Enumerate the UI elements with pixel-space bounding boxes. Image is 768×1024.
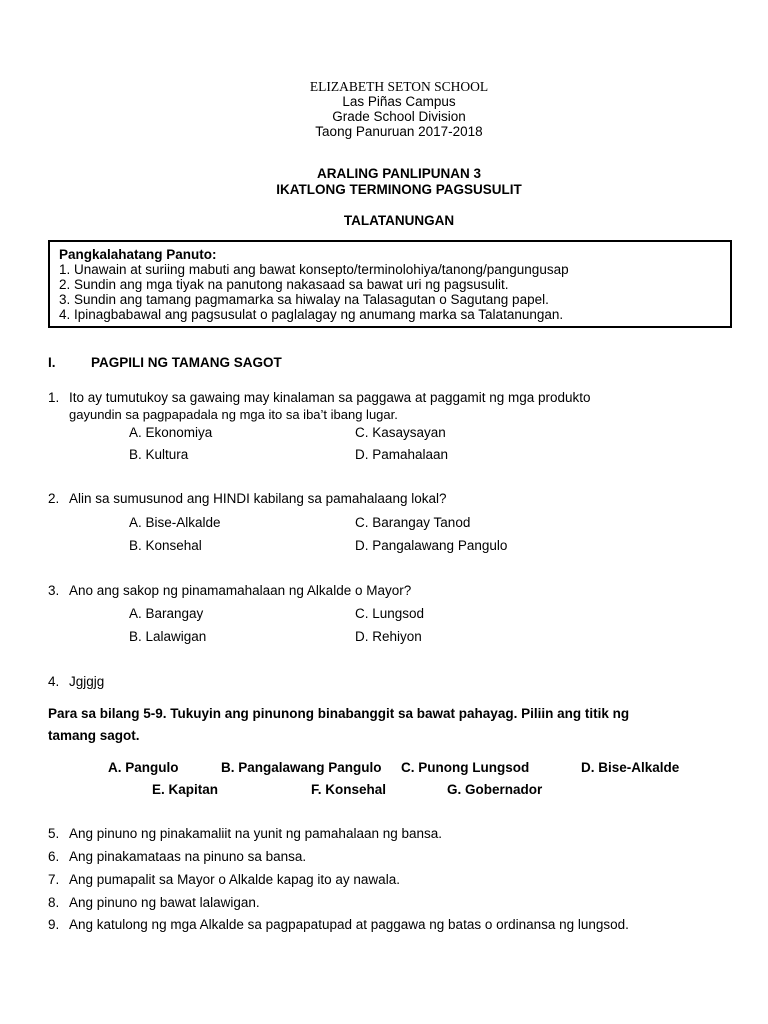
question-text: Jgjgjg <box>69 674 105 689</box>
choice: D. Rehiyon <box>355 629 422 644</box>
division-name: Grade School Division <box>332 109 466 124</box>
question-text: Ano ang sakop ng pinamamahalaan ng Alkalde o Mayor? <box>69 583 412 598</box>
item-text: Ang katulong ng mga Alkalde sa pagpapatupad at paggawa ng batas o ordinansa ng lungsod. <box>69 917 629 932</box>
choice: A. Bise-Alkalde <box>129 515 221 530</box>
question-number: 3. <box>48 583 60 598</box>
school-year: Taong Panuruan 2017-2018 <box>315 124 483 139</box>
school-name: ELIZABETH SETON SCHOOL <box>309 79 489 94</box>
option-legend-item: D. Bise-Alkalde <box>581 760 680 775</box>
instruction-item: 4. Ipinagbabawal ang pagsusulat o paglalagay ng anumang marka sa Talatanungan. <box>59 307 564 322</box>
item-number: 5. <box>48 826 60 841</box>
part2-instruction-continued: tamang sagot. <box>48 728 140 743</box>
choice: C. Barangay Tanod <box>355 515 471 530</box>
option-legend-item: E. Kapitan <box>152 782 219 797</box>
choice: B. Lalawigan <box>129 629 207 644</box>
choice: C. Lungsod <box>355 606 425 621</box>
choice: B. Kultura <box>129 447 189 462</box>
option-legend-item: A. Pangulo <box>108 760 179 775</box>
item-number: 8. <box>48 895 60 910</box>
option-legend-item: C. Punong Lungsod <box>401 760 530 775</box>
choice: D. Pangalawang Pangulo <box>355 538 508 553</box>
section-title: TALATANUNGAN <box>343 213 455 228</box>
item-text: Ang pinuno ng pinakamaliit na yunit ng pamahalaan ng bansa. <box>69 826 443 841</box>
instruction-item: 2. Sundin ang mga tiyak na panutong nakasaad sa bawat uri ng pagsusulit. <box>59 277 509 292</box>
question-number: 2. <box>48 491 60 506</box>
part-heading: PAGPILI NG TAMANG SAGOT <box>91 355 282 370</box>
question-number: 4. <box>48 674 60 689</box>
question-number: 1. <box>48 390 60 405</box>
exam-title: IKATLONG TERMINONG PAGSUSULIT <box>276 182 522 197</box>
item-text: Ang pumapalit sa Mayor o Alkalde kapag ito ay nawala. <box>69 872 400 887</box>
part-numeral: I. <box>48 355 56 370</box>
item-number: 6. <box>48 849 60 864</box>
instructions-heading: Pangkalahatang Panuto: <box>59 247 217 262</box>
subject-title: ARALING PANLIPUNAN 3 <box>316 166 481 181</box>
choice: C. Kasaysayan <box>355 425 446 440</box>
instructions-box <box>48 240 732 328</box>
instruction-item: 3. Sundin ang tamang pagmamarka sa hiwalay na Talasagutan o Sagutang papel. <box>59 292 549 307</box>
item-text: Ang pinuno ng bawat lalawigan. <box>69 895 260 910</box>
option-legend-item: F. Konsehal <box>311 782 387 797</box>
instruction-item: 1. Unawain at suriing mabuti ang bawat konsepto/terminolohiya/tanong/pangungusap <box>59 262 569 277</box>
question-text-continued: gayundin sa pagpapadala ng mga ito sa iba’t ibang lugar. <box>69 407 398 422</box>
item-number: 7. <box>48 872 60 887</box>
choice: B. Konsehal <box>129 538 202 553</box>
campus-name: Las Piñas Campus <box>342 94 456 109</box>
item-text: Ang pinakamataas na pinuno sa bansa. <box>69 849 307 864</box>
option-legend-item: B. Pangalawang Pangulo <box>221 760 382 775</box>
choice: D. Pamahalaan <box>355 447 449 462</box>
choice: A. Ekonomiya <box>129 425 213 440</box>
item-number: 9. <box>48 917 60 932</box>
choice: A. Barangay <box>129 606 204 621</box>
question-text: Alin sa sumusunod ang HINDI kabilang sa pamahalaang lokal? <box>69 491 447 506</box>
option-legend-item: G. Gobernador <box>447 782 543 797</box>
part2-instruction: Para sa bilang 5-9. Tukuyin ang pinunong binabanggit sa bawat pahayag. Piliin ang titik ng <box>48 706 630 721</box>
question-text: Ito ay tumutukoy sa gawaing may kinalaman sa paggawa at paggamit ng mga produkto <box>69 390 591 405</box>
